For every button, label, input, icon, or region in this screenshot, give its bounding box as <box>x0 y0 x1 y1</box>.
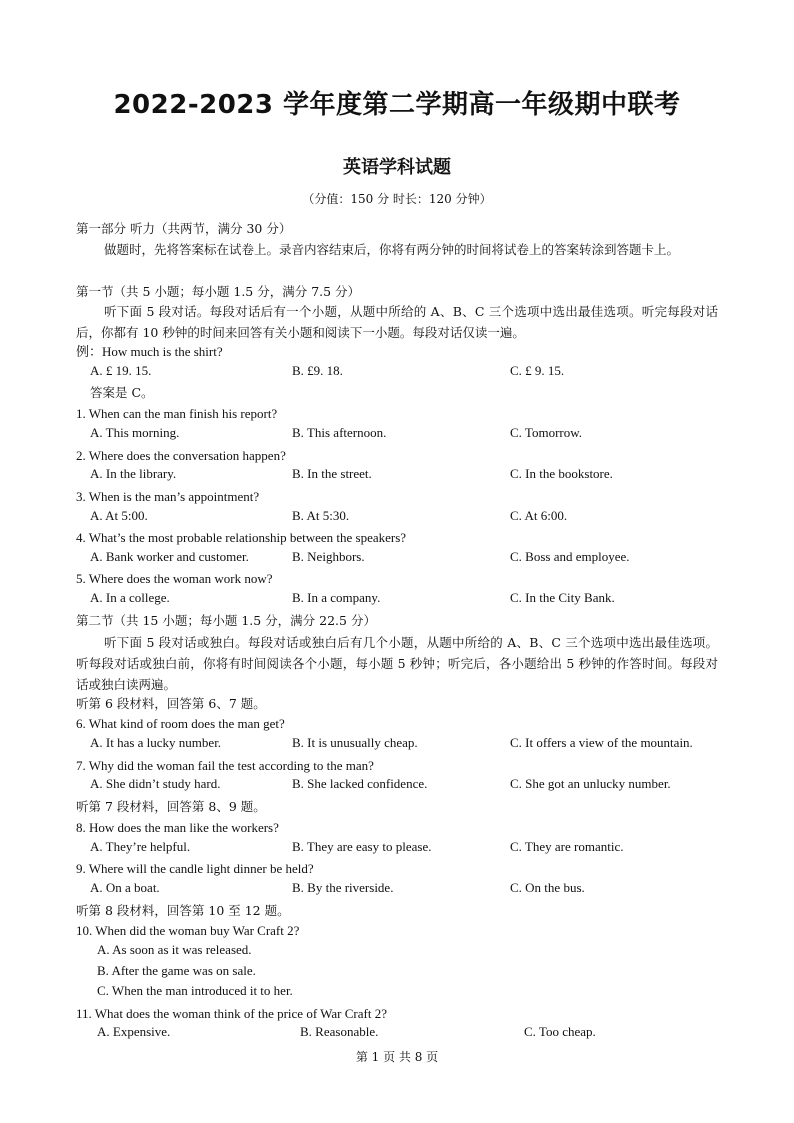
example-answer: 答案是 C。 <box>90 385 154 400</box>
group-heading: 听第 6 段材料，回答第 6、7 题。 <box>76 696 266 711</box>
section2-heading: 第二节（共 15 小题；每小题 1.5 分，满分 22.5 分） <box>76 613 376 628</box>
example-option-b: B. £9. 18. <box>292 363 343 378</box>
exam-title: 2022-2023 学年度第二学期高一年级期中联考 <box>113 90 681 120</box>
section1-instructions: 听下面 5 段对话。每段对话后有一个小题，从题中所给的 A、B、C 三个选项中选出最佳选项。听完每段对话后，你都有 10 秒钟的时间来回答有关小题和阅读下一小题。每段对话仅读一遍。 <box>76 304 718 340</box>
option-a: A. At 5:00. <box>90 508 148 523</box>
example-option-c: C. £ 9. 15. <box>510 363 565 378</box>
page-number: 第 1 页 共 8 页 <box>355 1050 439 1064</box>
option-c: C. At 6:00. <box>510 508 568 523</box>
option-a: A. As soon as it was released. <box>97 942 252 957</box>
option-c: C. In the City Bank. <box>510 590 615 605</box>
group-heading: 听第 7 段材料，回答第 8、9 题。 <box>76 799 266 814</box>
example-option-a: A. £ 19. 15. <box>90 363 152 378</box>
option-c: C. It offers a view of the mountain. <box>510 735 693 750</box>
question-text: 9. Where will the candle light dinner be held? <box>76 861 314 876</box>
question-text: 5. Where does the woman work now? <box>76 571 273 586</box>
option-b: B. They are easy to please. <box>292 839 432 854</box>
option-a: A. Bank worker and customer. <box>90 549 249 564</box>
question-text: 7. Why did the woman fail the test according to the man? <box>76 758 374 773</box>
option-a: A. On a boat. <box>90 880 160 895</box>
question-text: 1. When can the man finish his report? <box>76 406 278 421</box>
question-text: 3. When is the man’s appointment? <box>76 489 260 504</box>
question-text: 2. Where does the conversation happen? <box>76 448 286 463</box>
option-a: A. It has a lucky number. <box>90 735 222 750</box>
option-b: B. In a company. <box>292 590 381 605</box>
part1-heading: 第一部分 听力（共两节，满分 30 分） <box>76 221 292 236</box>
option-a: A. She didn’t study hard. <box>90 776 221 791</box>
question-text: 10. When did the woman buy War Craft 2? <box>76 923 300 938</box>
exam-info: （分值：150 分 时长：120 分钟） <box>302 192 492 206</box>
section1-heading: 第一节（共 5 小题；每小题 1.5 分，满分 7.5 分） <box>76 284 361 299</box>
exam-subtitle: 英语学科试题 <box>343 157 451 178</box>
option-c: C. They are romantic. <box>510 839 624 854</box>
option-b: B. This afternoon. <box>292 425 387 440</box>
question-text: 11. What does the woman think of the price of War Craft 2? <box>76 1006 387 1021</box>
part1-instructions: 做题时，先将答案标在试卷上。录音内容结束后，你将有两分钟的时间将试卷上的答案转涂到答题卡上。 <box>104 242 680 257</box>
option-c: C. When the man introduced it to her. <box>97 983 293 998</box>
option-a: A. They’re helpful. <box>90 839 191 854</box>
option-a: A. In a college. <box>90 590 170 605</box>
option-a: A. This morning. <box>90 425 180 440</box>
option-b: B. In the street. <box>292 466 372 481</box>
option-b: B. It is unusually cheap. <box>292 735 418 750</box>
option-b: B. Reasonable. <box>300 1024 379 1039</box>
option-a: A. Expensive. <box>97 1024 171 1039</box>
section2-instructions: 听下面 5 段对话或独白。每段对话或独白后有几个小题，从题中所给的 A、B、C 三个选项中选出最佳选项。听每段对话或独白前，你将有时间阅读各个小题，每小题 5 秒钟；听完后，各小题给出 5 秒钟的作答时间。每段对话或独白读两遍。 <box>76 635 718 692</box>
example-question: 例：How much is the shirt? <box>76 344 223 359</box>
option-b: B. By the riverside. <box>292 880 394 895</box>
option-c: C. She got an unlucky number. <box>510 776 671 791</box>
option-b: B. At 5:30. <box>292 508 350 523</box>
option-b: B. After the game was on sale. <box>97 963 256 978</box>
option-b: B. Neighbors. <box>292 549 365 564</box>
option-c: C. Too cheap. <box>524 1024 596 1039</box>
question-text: 8. How does the man like the workers? <box>76 820 279 835</box>
question-text: 6. What kind of room does the man get? <box>76 716 285 731</box>
option-c: C. Boss and employee. <box>510 549 630 564</box>
option-b: B. She lacked confidence. <box>292 776 428 791</box>
group-heading: 听第 8 段材料，回答第 10 至 12 题。 <box>76 903 290 918</box>
option-a: A. In the library. <box>90 466 177 481</box>
option-c: C. In the bookstore. <box>510 466 613 481</box>
option-c: C. On the bus. <box>510 880 585 895</box>
question-text: 4. What’s the most probable relationship between the speakers? <box>76 530 407 545</box>
option-c: C. Tomorrow. <box>510 425 583 440</box>
